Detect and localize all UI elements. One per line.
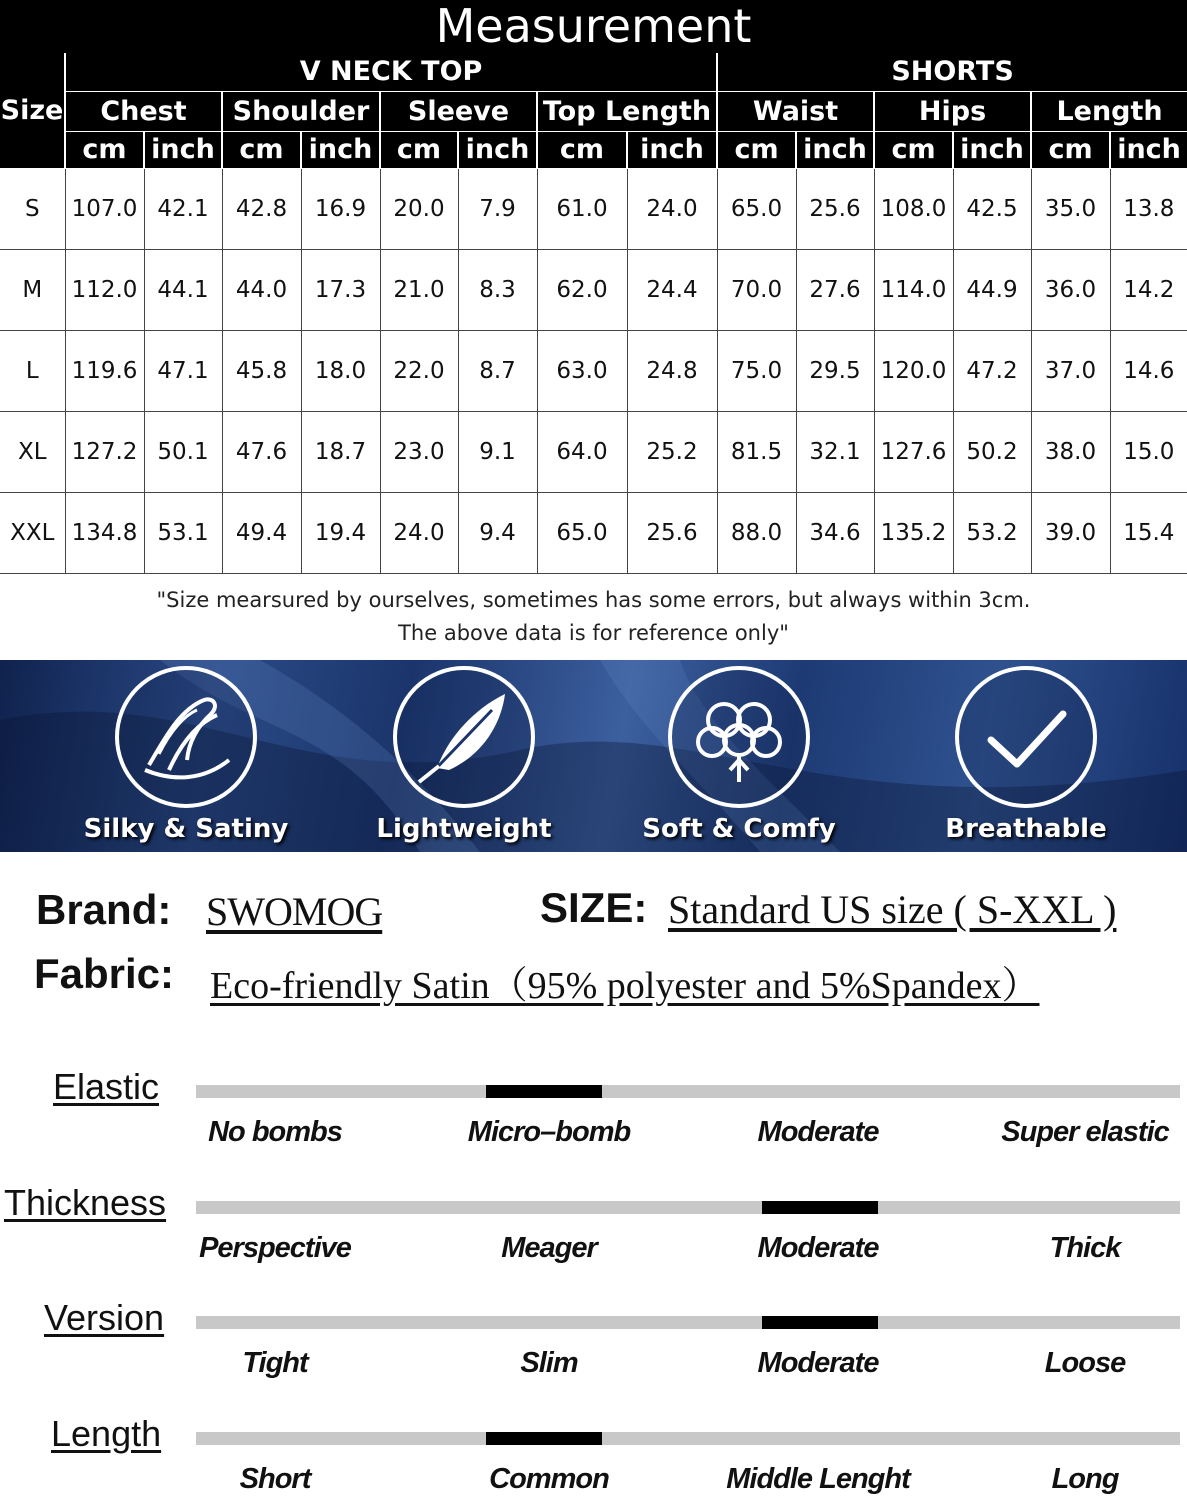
measurement-cell: 20.0 [380, 168, 458, 249]
measurement-cell: 44.0 [222, 249, 301, 330]
unit-header: inch [458, 131, 537, 168]
measurement-cell: 63.0 [537, 330, 627, 411]
measure-header: Waist [717, 91, 874, 131]
measure-header: Chest [65, 91, 222, 131]
table-row [0, 330, 1187, 411]
measurement-cell: 25.2 [627, 411, 717, 492]
measurement-title: Measurement [0, 0, 1187, 53]
feature-label: Lightweight [376, 814, 552, 844]
brand-value: SWOMOG [206, 889, 383, 934]
attribute-option: No bombs [208, 1116, 342, 1148]
measurement-cell: 47.1 [144, 330, 222, 411]
feature-breathable [906, 660, 1146, 852]
measurement-cell: 24.0 [627, 168, 717, 249]
measurement-cell: 64.0 [537, 411, 627, 492]
measurement-cell: 53.1 [144, 492, 222, 573]
size-label: SIZE: [540, 884, 648, 931]
measurement-cell: 24.0 [380, 492, 458, 573]
table-row [0, 492, 1187, 573]
measure-header: Hips [874, 91, 1031, 131]
measure-header: Sleeve [380, 91, 537, 131]
measure-header: Shoulder [222, 91, 380, 131]
size-cell: XL [0, 411, 65, 492]
measurement-cell: 34.6 [796, 492, 874, 573]
unit-header: inch [144, 131, 222, 168]
feature-soft [619, 660, 859, 852]
measurement-cell: 47.6 [222, 411, 301, 492]
measurement-cell: 18.7 [301, 411, 380, 492]
measurement-cell: 38.0 [1031, 411, 1110, 492]
unit-header: inch [953, 131, 1031, 168]
attribute-option: Tight [242, 1347, 308, 1379]
measurement-cell: 114.0 [874, 249, 953, 330]
measurement-cell: 7.9 [458, 168, 537, 249]
attribute-selected-marker [762, 1201, 878, 1214]
measurement-cell: 15.4 [1110, 492, 1187, 573]
unit-header: cm [222, 131, 301, 168]
unit-header: cm [537, 131, 627, 168]
attribute-option: Super elastic [1001, 1116, 1169, 1148]
unit-header-row [0, 131, 1187, 168]
measurement-cell: 135.2 [874, 492, 953, 573]
measurement-cell: 18.0 [301, 330, 380, 411]
feature-label: Soft & Comfy [642, 814, 836, 844]
measurement-cell: 35.0 [1031, 168, 1110, 249]
measurement-note [0, 584, 1187, 650]
measurement-cell: 16.9 [301, 168, 380, 249]
size-cell: M [0, 249, 65, 330]
measurement-cell: 88.0 [717, 492, 796, 573]
attribute-option: Long [1051, 1463, 1119, 1495]
attribute-option: Perspective [199, 1232, 351, 1264]
fabric-label: Fabric: [34, 950, 175, 997]
measurement-cell: 15.0 [1110, 411, 1187, 492]
unit-header: inch [1110, 131, 1187, 168]
measurement-cell: 21.0 [380, 249, 458, 330]
attribute-option: Slim [520, 1347, 578, 1379]
measurement-cell: 9.1 [458, 411, 537, 492]
measurement-cell: 134.8 [65, 492, 144, 573]
unit-header: inch [301, 131, 380, 168]
attribute-option: Moderate [757, 1232, 879, 1264]
feature-label: Silky & Satiny [83, 814, 289, 844]
measurement-cell: 24.4 [627, 249, 717, 330]
feature-lightweight [344, 660, 584, 852]
attribute-option: Common [489, 1463, 609, 1495]
measurement-cell: 8.7 [458, 330, 537, 411]
unit-header: cm [380, 131, 458, 168]
attribute-selected-marker [762, 1316, 878, 1329]
unit-header: cm [1031, 131, 1110, 168]
unit-header: cm [874, 131, 953, 168]
note-line: "Size mearsured by ourselves, sometimes has some errors, but always within 3cm. [156, 588, 1031, 612]
fabric-value: Eco-friendly Satin（95% polyester and 5%Spandex） [210, 965, 1040, 1007]
size-chart-table [0, 53, 1187, 574]
group-header-shorts: SHORTS [717, 53, 1187, 91]
measurement-cell: 8.3 [458, 249, 537, 330]
attribute-label: Thickness [4, 1182, 167, 1223]
feature-banner [0, 660, 1187, 852]
attribute-option: Middle Lenght [726, 1463, 910, 1495]
measurement-cell: 25.6 [627, 492, 717, 573]
measurement-cell: 22.0 [380, 330, 458, 411]
size-column-header: Size [0, 53, 65, 168]
attribute-selected-marker [486, 1432, 602, 1445]
measurement-cell: 39.0 [1031, 492, 1110, 573]
measurement-cell: 42.5 [953, 168, 1031, 249]
measurement-cell: 107.0 [65, 168, 144, 249]
attribute-option: Micro–bomb [467, 1116, 631, 1148]
group-header-top: V NECK TOP [65, 53, 717, 91]
measure-header: Length [1031, 91, 1187, 131]
unit-header: inch [627, 131, 717, 168]
table-row [0, 249, 1187, 330]
unit-header: inch [796, 131, 874, 168]
measurement-cell: 75.0 [717, 330, 796, 411]
measurement-cell: 29.5 [796, 330, 874, 411]
measurement-cell: 24.8 [627, 330, 717, 411]
attribute-option: Meager [501, 1232, 597, 1264]
attribute-track [196, 1316, 1180, 1329]
measurement-cell: 9.4 [458, 492, 537, 573]
size-cell: XXL [0, 492, 65, 573]
size-cell: L [0, 330, 65, 411]
table-row [0, 411, 1187, 492]
measurement-cell: 65.0 [717, 168, 796, 249]
measurement-cell: 45.8 [222, 330, 301, 411]
attribute-option: Loose [1044, 1347, 1126, 1379]
measure-header: Top Length [537, 91, 717, 131]
unit-header: cm [65, 131, 144, 168]
attribute-label: Length [51, 1413, 162, 1454]
feature-silky [66, 660, 306, 852]
measurement-cell: 23.0 [380, 411, 458, 492]
measurement-cell: 50.2 [953, 411, 1031, 492]
measurement-cell: 127.6 [874, 411, 953, 492]
measurement-cell: 81.5 [717, 411, 796, 492]
measurement-cell: 108.0 [874, 168, 953, 249]
attribute-label: Elastic [53, 1066, 160, 1107]
measurement-cell: 27.6 [796, 249, 874, 330]
attribute-selected-marker [486, 1085, 602, 1098]
measurement-cell: 17.3 [301, 249, 380, 330]
measurement-cell: 14.6 [1110, 330, 1187, 411]
attribute-option: Moderate [757, 1347, 879, 1379]
measurement-cell: 44.9 [953, 249, 1031, 330]
measurement-cell: 70.0 [717, 249, 796, 330]
measurement-cell: 14.2 [1110, 249, 1187, 330]
measurement-cell: 13.8 [1110, 168, 1187, 249]
size-value: Standard US size ( S-XXL ) [668, 887, 1117, 932]
attribute-track [196, 1201, 1180, 1214]
measurement-cell: 44.1 [144, 249, 222, 330]
measurement-cell: 37.0 [1031, 330, 1110, 411]
feather-icon [393, 666, 535, 808]
measurement-cell: 62.0 [537, 249, 627, 330]
attribute-option: Thick [1049, 1232, 1121, 1264]
measurement-cell: 32.1 [796, 411, 874, 492]
unit-header: cm [717, 131, 796, 168]
measurement-cell: 61.0 [537, 168, 627, 249]
brand-label: Brand: [36, 886, 172, 933]
measurement-cell: 49.4 [222, 492, 301, 573]
measurement-cell: 127.2 [65, 411, 144, 492]
feature-label: Breathable [945, 814, 1107, 844]
table-row [0, 168, 1187, 249]
attribute-label: Version [44, 1297, 165, 1338]
attribute-track [196, 1432, 1180, 1445]
cotton-icon [668, 666, 810, 808]
checkmark-icon [955, 666, 1097, 808]
attribute-option: Moderate [757, 1116, 879, 1148]
measurement-cell: 42.8 [222, 168, 301, 249]
measurement-cell: 119.6 [65, 330, 144, 411]
measurement-cell: 36.0 [1031, 249, 1110, 330]
size-cell: S [0, 168, 65, 249]
measurement-cell: 47.2 [953, 330, 1031, 411]
silk-hand-icon [115, 666, 257, 808]
measurement-cell: 42.1 [144, 168, 222, 249]
attribute-track [196, 1085, 1180, 1098]
measurement-cell: 25.6 [796, 168, 874, 249]
measurement-cell: 53.2 [953, 492, 1031, 573]
measurement-cell: 19.4 [301, 492, 380, 573]
note-line: The above data is for reference only" [398, 621, 789, 645]
measurement-cell: 112.0 [65, 249, 144, 330]
attribute-option: Short [239, 1463, 311, 1495]
measurement-cell: 50.1 [144, 411, 222, 492]
measurement-cell: 65.0 [537, 492, 627, 573]
measurement-cell: 120.0 [874, 330, 953, 411]
